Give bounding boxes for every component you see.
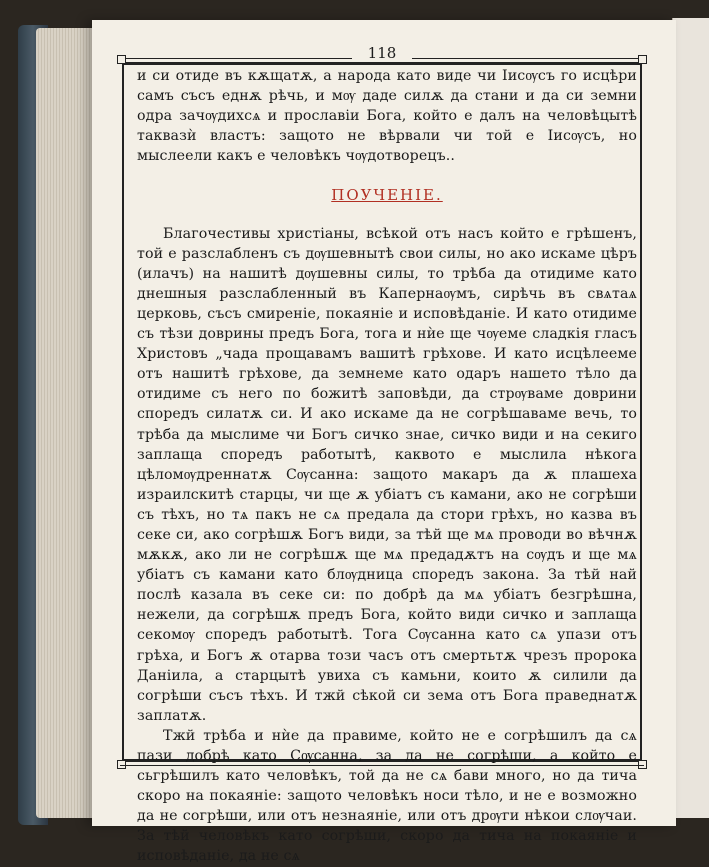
- page-number: 118: [352, 44, 412, 62]
- facing-page: [672, 18, 709, 818]
- frame-corner: [638, 760, 647, 769]
- paragraph: Благочестивы христіаны, всѣкой отъ насъ който е грѣшенъ, той е разслабленъ съ дѹшевнытѣ свои силы, но ако искаме цѣръ (илачъ) на нашитѣ дѹшевны силы, то трѣба да отидиме като днешныя разслабленный въ Капернаѹмъ, сирѣчь въ свѧтаѧ церковь, съсъ смиреніе, покаяніе и исповѣданіе. И като отидиме съ тѣзи доврины предъ Бога, тога и нѝе ще чѹеме сладкія гласъ Христовъ „чада прощавамъ вашитѣ грѣхове. И като исцѣлееме отъ нашитѣ грѣхове, да земнеме като одаръ нашето тѣло да отидиме съ него по божитѣ заповѣди, да стрѹваме доврини споредъ силатѫ си. И ако искаме да не согрѣшаваме вечь, то трѣба да мыслиме чи Богъ сичко знае, сичко види и на секиго заплаща споредъ работытѣ, каквото е мыслила нѣкога цѣломѹдреннатѫ Сѹсанна: защото макаръ да ѫ плашеха израилскитѣ старцы, чи ще ѫ убіатъ съ камани, ако не согрѣши съ тѣхъ, но тѧ пакъ не сѧ предала да стори грѣхъ, но казва въ секе си, ако согрѣшѫ Богъ види, за тѣй ще мѧ проводи во вѣчнѫ мѫкѫ, ако ли не согрѣшѫ ще мѧ предадѫтъ на сѹдъ и ще мѧ убіатъ съ камани като блѹдница споредъ закона. За тѣй най послѣ казала въ секе си: по добрѣ да мѧ убіатъ безгрѣшна, нежели, да согрѣшѫ предъ Бога, който види сичко и заплаща секомѹ споредъ работытѣ. Тога Сѹсанна като сѧ упази отъ грѣха, и Богъ ѫ отарва този часъ отъ смертьтѫ чрезъ пророка Даніила, а старцытѣ увиха съ камьни, които ѫ силили да согрѣши съсъ тѣхъ. И тжй сѣкой си зема отъ Бога праведнатѫ заплатѫ.: [137, 225, 637, 724]
- paragraph: Тжй трѣба и нѝе да правиме, който не е согрѣшилъ да сѧ пази добрѣ като Сѹсанна, за да не согрѣши, а който е сьгрѣшилъ като человѣкъ, той да не сѧ бави много, но да тича скоро на покаяніе: защото человѣкъ носи тѣло, и не е возможно да не согрѣши, или отъ незнаяніе, или отъ дрѹги нѣкои слѹчаи. За тѣй человѣкъ като согрѣши, скоро да тича на покаяніе и исповѣданіе, да не сѧ: [137, 727, 637, 865]
- frame-corner: [117, 760, 126, 769]
- section-heading: ПОУЧЕНІЕ.: [331, 186, 443, 205]
- text-block: [137, 66, 637, 867]
- intro-paragraph: и си отиде въ кѫщатѫ, а народа като виде чи Іисѹсъ го исцѣри самъ съсъ еднѫ рѣчь, и мѹ даде силѫ да стани и да си земни одра зачѹдихсѧ и прославіи Бога, който е далъ на человѣцытѣ таквазѝ властъ: защото не вѣрвали чи той е Іисѹсъ, но мыслеели какъ е человѣкъ чѹдотворецъ..: [137, 68, 637, 165]
- frame-corner: [117, 55, 126, 64]
- frame-corner: [638, 55, 647, 64]
